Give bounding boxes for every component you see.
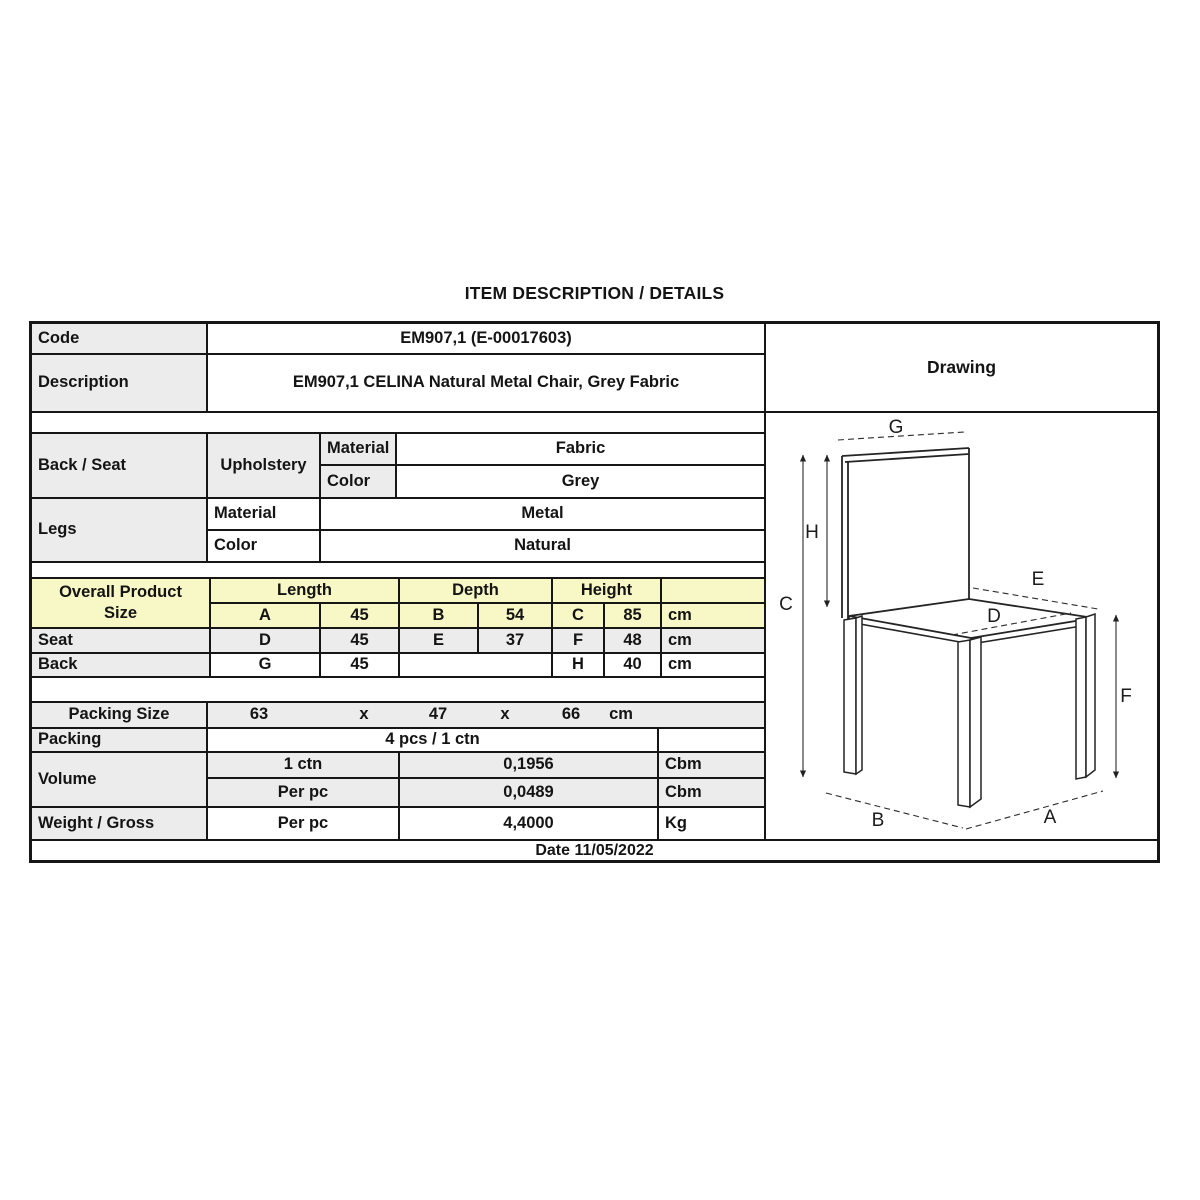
chair-drawing [765, 412, 1158, 840]
overall-size-label-line1: Overall Product [59, 582, 182, 601]
dim-label-e: E [1031, 569, 1045, 590]
dim-label-f: F [1120, 686, 1132, 707]
overall-unit: cm [661, 603, 765, 628]
legs-color-value: Natural [320, 530, 765, 562]
weight-value: 4,4000 [399, 807, 658, 840]
legs-material-label: Material [207, 498, 320, 530]
description-value: EM907,1 CELINA Natural Metal Chair, Grey Fabric [207, 354, 765, 412]
packing-size-x2: x [500, 705, 510, 724]
packing-empty-cell [658, 728, 765, 752]
packing-size-label: Packing Size [31, 702, 207, 728]
upholstery-label: Upholstery [207, 433, 320, 498]
page-title: ITEM DESCRIPTION / DETAILS [464, 283, 725, 303]
overall-key-c: C [552, 603, 604, 628]
code-label: Code [31, 323, 207, 354]
back-seat-label: Back / Seat [31, 433, 207, 498]
legs-label: Legs [31, 498, 207, 562]
overall-key-b: B [399, 603, 478, 628]
overall-value-b: 54 [478, 603, 552, 628]
drawing-header: Drawing [765, 323, 1158, 412]
volume-pc-key: Per pc [207, 778, 399, 807]
col-header-length: Length [210, 578, 399, 603]
overall-size-label [31, 578, 210, 628]
description-label: Description [31, 354, 207, 412]
back-key-h: H [552, 653, 604, 677]
seat-value-d: 45 [320, 628, 399, 653]
overall-value-c: 85 [604, 603, 661, 628]
chair-drawing-svg [766, 413, 1157, 839]
packing-size-values [207, 702, 765, 728]
packing-size-v3: 66 [561, 705, 581, 724]
packing-size-x1: x [359, 705, 369, 724]
spacer-row [31, 412, 765, 433]
volume-pc-unit: Cbm [658, 778, 765, 807]
volume-ctn-key: 1 ctn [207, 752, 399, 778]
col-header-height: Height [552, 578, 661, 603]
dim-label-d: D [987, 606, 1001, 627]
seat-value-f: 48 [604, 628, 661, 653]
backseat-material-label: Material [320, 433, 396, 465]
packing-size-v1: 63 [249, 705, 269, 724]
seat-row-label: Seat [31, 628, 210, 653]
dim-label-c: C [779, 594, 793, 615]
seat-key-e: E [399, 628, 478, 653]
dim-label-a: A [1043, 807, 1057, 828]
back-value-g: 45 [320, 653, 399, 677]
code-value: EM907,1 (E-00017603) [207, 323, 765, 354]
volume-ctn-unit: Cbm [658, 752, 765, 778]
col-header-depth: Depth [399, 578, 552, 603]
packing-value: 4 pcs / 1 ctn [207, 728, 658, 752]
backseat-color-value: Grey [396, 465, 765, 498]
seat-key-f: F [552, 628, 604, 653]
spacer-row [31, 677, 765, 702]
dim-label-g: G [888, 417, 904, 438]
backseat-color-label: Color [320, 465, 396, 498]
seat-unit: cm [661, 628, 765, 653]
volume-pc-value: 0,0489 [399, 778, 658, 807]
back-value-h: 40 [604, 653, 661, 677]
back-unit: cm [661, 653, 765, 677]
overall-size-label-line2: Size [103, 603, 138, 622]
spec-table [29, 321, 1160, 863]
seat-value-e: 37 [478, 628, 552, 653]
back-key-g: G [210, 653, 320, 677]
backseat-material-value: Fabric [396, 433, 765, 465]
date-row: Date 11/05/2022 [31, 840, 1158, 861]
chair-legs [844, 614, 1095, 807]
overall-key-a: A [210, 603, 320, 628]
col-header-empty [661, 578, 765, 603]
dim-label-b: B [871, 810, 885, 831]
chair-seat [849, 599, 1094, 644]
legs-color-label: Color [207, 530, 320, 562]
spacer-row [31, 562, 765, 578]
weight-unit: Kg [658, 807, 765, 840]
packing-size-v2: 47 [428, 705, 448, 724]
chair-backrest [842, 448, 969, 620]
legs-material-value: Metal [320, 498, 765, 530]
overall-value-a: 45 [320, 603, 399, 628]
weight-key: Per pc [207, 807, 399, 840]
packing-size-unit: cm [609, 705, 633, 724]
weight-label: Weight / Gross [31, 807, 207, 840]
dim-label-h: H [805, 522, 819, 543]
back-empty-cell [399, 653, 552, 677]
volume-label: Volume [31, 752, 207, 807]
seat-key-d: D [210, 628, 320, 653]
back-row-label: Back [31, 653, 210, 677]
volume-ctn-value: 0,1956 [399, 752, 658, 778]
packing-label: Packing [31, 728, 207, 752]
